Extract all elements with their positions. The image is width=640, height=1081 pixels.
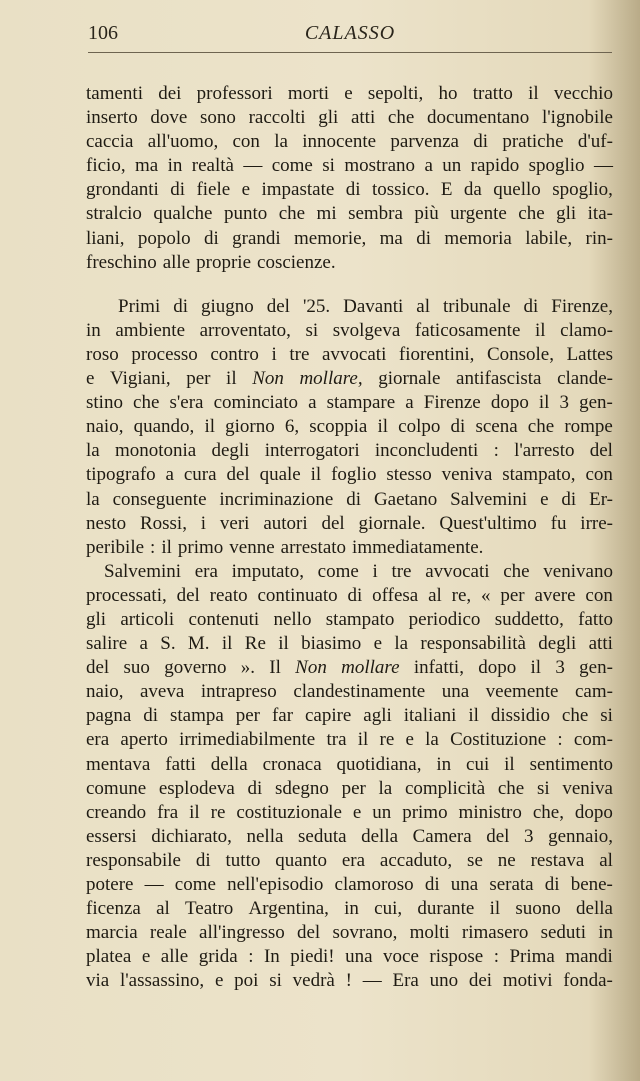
text-line: stralcio qualche punto che mi sembra più urgente che gli ita- [86, 203, 613, 225]
text-line: peribile : il primo venne arrestato immediatamente. [86, 536, 484, 558]
text-line: roso processo contro i tre avvocati fiorentini, Console, Lattes [86, 343, 613, 365]
text-line: pagna di stampa per far capire agli italiani il dissidio che si [86, 705, 613, 727]
text-line: Salvemini era imputato, come i tre avvocati che venivano [104, 560, 613, 582]
text-line: del suo governo ». Il Non mollare infatti, dopo il 3 gen- [86, 657, 613, 679]
text-line: liani, popolo di grandi memorie, ma di memoria labile, rin- [86, 227, 613, 249]
text-line: comune esplodeva di sdegno per la complicità che si veniva [86, 777, 613, 799]
text-line: grondanti di fiele e impastate di tossico. E da quello spoglio, [86, 179, 613, 201]
text-line: e Vigiani, per il Non mollare, giornale antifascista clande- [86, 368, 613, 390]
text-line: naio, quando, il giorno 6, scoppia il colpo di scena che rompe [86, 416, 613, 438]
text-line: essersi dichiarato, nella seduta della Camera del 3 gennaio, [86, 825, 613, 847]
text-line: tamenti dei professori morti e sepolti, ho tratto il vecchio [86, 83, 613, 104]
text-line: marcia reale all'ingresso del sovrano, molti rimasero seduti in [86, 922, 613, 944]
page-header [88, 22, 612, 53]
text-line: processati, del reato continuato di offesa al re, « per avere con [86, 584, 613, 606]
text-line: la monotonia degli interrogatori inconcludenti : l'arresto del [86, 440, 613, 462]
paragraph-gap [86, 275, 613, 295]
text-line: platea e alle grida : In piedi! una voce rispose : Prima mandi [86, 946, 613, 968]
paragraph [86, 560, 613, 994]
text-line: in ambiente arroventato, si svolgeva faticosamente il clamo- [86, 319, 613, 341]
page-number: 106 [88, 22, 118, 44]
text-line: salire a S. M. il Re il biasimo e la responsabilità degli atti [86, 633, 613, 655]
running-head: CALASSO [304, 22, 396, 44]
text-line: potere — come nell'episodio clamoroso di una serata di bene- [86, 874, 613, 895]
text-line: nesto Rossi, i veri autori del giornale. Quest'ultimo fu irre- [86, 512, 613, 534]
text-line: la conseguente incriminazione di Gaetano Salvemini e di Er- [86, 488, 613, 510]
text-line: tipografo a cura del quale il foglio stesso veniva stampato, con [86, 464, 613, 486]
text-line: mentava fatti della cronaca quotidiana, in cui il sentimento [86, 753, 613, 775]
text-line: freschino alle proprie coscienze. [86, 251, 336, 273]
text-line: stino che s'era cominciato a stampare a Firenze dopo il 3 gen- [86, 392, 613, 414]
text-line: naio, aveva intrapreso clandestinamente una veemente cam- [86, 681, 613, 703]
text-line: ficio, ma in realtà — come si mostrano a un rapido spoglio — [86, 155, 613, 177]
text-line: ficenza al Teatro Argentina, in cui, durante il suono della [86, 898, 613, 920]
paragraph [86, 295, 613, 560]
text-line: Primi di giugno del '25. Davanti al tribunale di Firenze, [118, 295, 613, 317]
paragraph [86, 82, 613, 275]
text-line: gli articoli contenuti nello stampato periodico suddetto, fatto [86, 608, 613, 630]
text-line: responsabile di tutto quanto era accaduto, se ne restava al [86, 849, 613, 871]
text-line: creando fra il re costituzionale e un primo ministro che, dopo [86, 801, 613, 823]
text-line: era aperto irrimediabilmente tra il re e la Costituzione : com- [86, 729, 613, 751]
text-line: inserto dove sono raccolti gli atti che documentano l'ignobile [86, 107, 613, 129]
body-text [86, 82, 613, 993]
text-line: caccia all'uomo, con la innocente parvenza di pratiche d'uf- [86, 131, 613, 153]
text-line: via l'assassino, e poi si vedrà ! — Era uno dei motivi fonda- [86, 970, 613, 992]
